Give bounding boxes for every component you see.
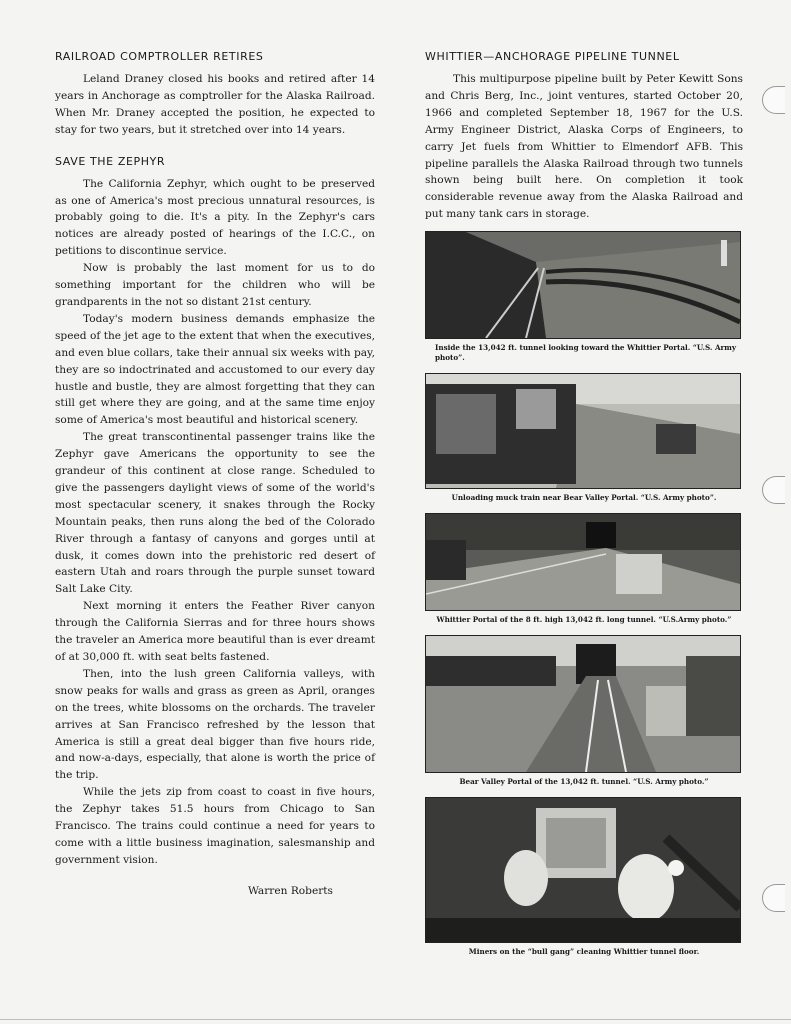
article-paragraph: The California Zephyr, which ought to be preserved as one of America's most precious unnatural resources, is probably going to die. It's a pity. In the Zephyr's cars notices are already posted of hearings of the I.C.C., on petitions to discontinue service.	[55, 177, 375, 258]
photo-caption: Miners on the “bull gang” cleaning Whittier tunnel floor.	[468, 947, 700, 957]
page-edge	[0, 1019, 791, 1020]
binder-hole	[762, 476, 785, 504]
miners-photo	[425, 797, 741, 943]
article-paragraph: Leland Draney closed his books and retired after 14 years in Anchorage as comptroller for the Alaska Railroad. When Mr. Draney accepted the position, he expected to stay for two years, but it stretched over into 14 years.	[55, 73, 375, 136]
whittier-portal-photo	[425, 513, 741, 611]
photo-caption: Inside the 13,042 ft. tunnel looking toward the Whittier Portal. “U.S. Army photo”.	[435, 343, 737, 363]
article-heading-comptroller: RAILROAD COMPTROLLER RETIRES	[55, 50, 264, 63]
article-paragraph: Then, into the lush green California valleys, with snow peaks for walls and grass as green as April, oranges on the trees, white blossoms on the orchards. The traveler arrives at San Francisco refreshed by the lesson that America is still a great deal bigger than five hours ride, and now-a-days, especially, that alone is worth the price of the trip.	[55, 667, 375, 782]
author-signature: Warren Roberts	[247, 884, 333, 897]
photo-caption: Unloading muck train near Bear Valley Portal. “U.S. Army photo”.	[451, 493, 717, 503]
photo-caption: Bear Valley Portal of the 13,042 ft. tunnel. “U.S. Army photo.”	[459, 777, 709, 787]
binder-hole	[762, 884, 785, 912]
article-paragraph: Next morning it enters the Feather River canyon through the California Sierras and for three hours shows the traveler an America more beautiful than is ever dreamt of at 30,000 ft. with seat belts fastened.	[55, 600, 375, 663]
article-paragraph: Today's modern business demands emphasize the speed of the jet age to the extent that when the executives, and even blue collars, take their annual six weeks with pay, they are so indoctrinated and accustomed to our every day hustle and bustle, they are almost forgetting that they can still get where they are going, and at the same time enjoy some of America's most beautiful and historical scenery.	[55, 312, 375, 427]
tunnel-interior-photo	[425, 231, 741, 339]
right-column	[425, 50, 743, 957]
left-column	[55, 50, 375, 900]
muck-train-photo	[425, 373, 741, 489]
article-paragraph: While the jets zip from coast to coast in five hours, the Zephyr takes 51.5 hours from Chicago to San Francisco. The trains could continue a need for years to come with a little business imagination, salesmanship and government vision.	[55, 786, 375, 866]
article-paragraph: The great transcontinental passenger trains like the Zephyr gave Americans the opportunity to see the grandeur of this continent at close range. Scheduled to give the passengers daylight views of some of the world's most spectacular scenery, it snakes through the Rocky Mountain peaks, then runs along the bed of the Colorado River through a fantasy of canyons and gorges until at dusk, it comes down into the prehistoric red desert of eastern Utah and roars through the purple sunset toward Salt Lake City.	[55, 431, 375, 596]
photo-caption: Whittier Portal of the 8 ft. high 13,042 ft. long tunnel. “U.S.Army photo.”	[436, 615, 732, 625]
article-paragraph: Now is probably the last moment for us to do something important for the children who will be grandparents in the not so distant 21st century.	[55, 262, 375, 308]
article-heading-pipeline: WHITTIER—ANCHORAGE PIPELINE TUNNEL	[425, 50, 680, 63]
article-heading-zephyr: SAVE THE ZEPHYR	[55, 154, 166, 168]
article-paragraph: This multipurpose pipeline built by Peter Kewitt Sons and Chris Berg, Inc., joint ventures, started October 20, 1966 and completed September 18, 1967 for the U.S. Army Engineer District, Alaska Corps of Engineers, to carry Jet fuels from Whittier to Elmendorf AFB. This pipeline parallels the Alaska Railroad through two tunnels shown being built here. On completion it took considerable revenue away from the Alaska Railroad and put many tank cars in storage.	[425, 73, 743, 221]
bear-valley-portal-photo	[425, 635, 741, 773]
binder-hole	[762, 86, 785, 114]
